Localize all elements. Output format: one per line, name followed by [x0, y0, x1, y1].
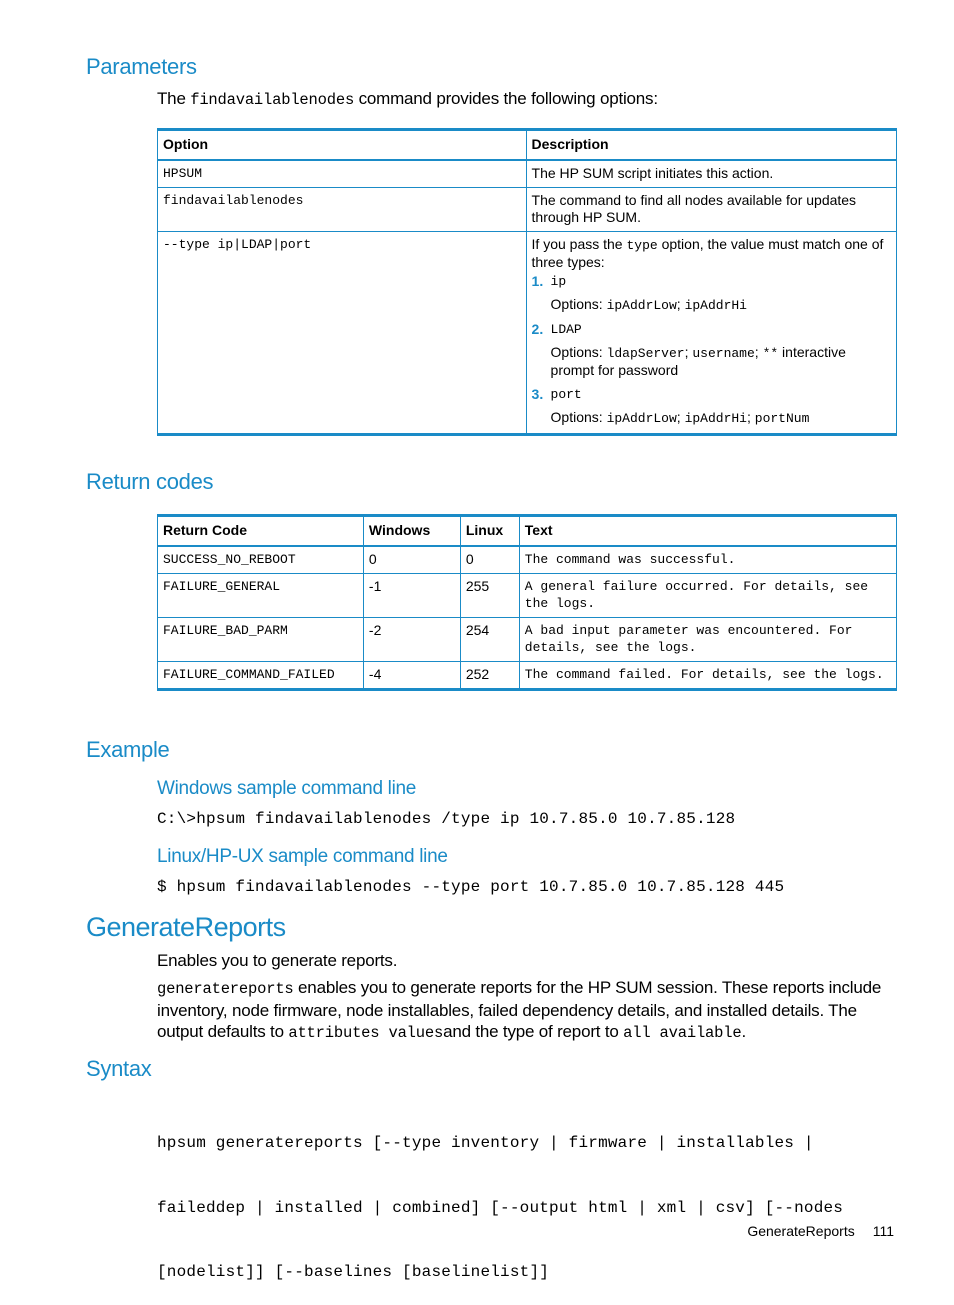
column-header: Text — [519, 516, 896, 547]
windows-cell: -4 — [363, 662, 460, 690]
list-item — [532, 273, 891, 314]
type-list — [532, 273, 891, 427]
linux-cell: 252 — [460, 662, 519, 690]
list-item — [532, 321, 891, 379]
return-codes-table — [157, 514, 897, 691]
list-number: 2. — [531, 321, 544, 337]
list-item — [532, 386, 891, 427]
type-options: Options: ipAddrLow; ipAddrHi; portNum — [550, 409, 810, 426]
parameters-intro: The findavailablenodes command provides the following options: — [157, 89, 658, 109]
generate-reports-description: generatereports enables you to generate reports for the HP SUM session. These reports include inventory, node firmware, node installables, failed dependency details, and installed details. The output defaults to attributes valuesand the type of report to all available. — [157, 978, 882, 1042]
page-number: 111 — [872, 1223, 894, 1239]
windows-cell: -2 — [363, 618, 460, 662]
generate-reports-summary: Enables you to generate reports. — [157, 951, 398, 970]
table-row — [158, 574, 897, 618]
parameters-heading: Parameters — [86, 54, 197, 79]
linux-command: $ hpsum findavailablenodes --type port 10.7.85.0 10.7.85.128 445 — [157, 878, 785, 896]
windows-sample-heading: Windows sample command line — [157, 778, 417, 799]
type-options: Options: ipAddrLow; ipAddrHi — [550, 296, 747, 313]
column-header: Description — [526, 130, 896, 161]
return-code-cell: SUCCESS_NO_REBOOT — [158, 546, 364, 574]
type-name: LDAP — [550, 322, 582, 337]
example-heading: Example — [86, 737, 170, 762]
description-cell: The command to find all nodes available for updates through HP SUM. — [526, 188, 896, 232]
table-header-row — [158, 516, 897, 547]
footer-section-title: GenerateReports — [747, 1223, 855, 1239]
description-cell: The HP SUM script initiates this action. — [526, 160, 896, 188]
syntax-block — [157, 1090, 843, 1305]
syntax-heading: Syntax — [86, 1056, 152, 1081]
page-footer — [729, 1223, 894, 1239]
syntax-line: faileddep | installed | combined] [--output html | xml | csv] [--nodes — [157, 1198, 844, 1217]
option-cell: findavailablenodes — [158, 188, 527, 232]
table-row — [158, 232, 897, 435]
linux-cell: 0 — [460, 546, 519, 574]
table-row — [158, 618, 897, 662]
text-cell: The command failed. For details, see the logs. — [519, 662, 896, 690]
list-number: 1. — [531, 273, 544, 289]
type-name: port — [550, 387, 582, 402]
type-options: Options: ldapServer; username; ** interactive prompt for password — [550, 344, 846, 378]
syntax-line: hpsum generatereports [--type inventory | firmware | installables | — [157, 1134, 814, 1152]
type-name: ip — [550, 274, 567, 289]
return-code-cell: FAILURE_BAD_PARM — [158, 618, 364, 662]
column-header: Option — [158, 130, 527, 161]
table-row — [158, 188, 897, 232]
linux-cell: 255 — [460, 574, 519, 618]
return-code-cell: FAILURE_COMMAND_FAILED — [158, 662, 364, 690]
description-cell: If you pass the type option, the value must match one of three types: 1. ip Options: ipAddrLow; ipAddrHi 2. LDAP Options: ldapServer; username; ** interactive prompt for password 3. port Options: ipAddrLow; ipAddrHi; portNum — [526, 232, 896, 435]
return-codes-heading: Return codes — [86, 469, 214, 494]
return-code-cell: FAILURE_GENERAL — [158, 574, 364, 618]
table-header-row — [158, 130, 897, 161]
column-header: Linux — [460, 516, 519, 547]
windows-command: C:\>hpsum findavailablenodes /type ip 10.7.85.0 10.7.85.128 — [157, 810, 736, 828]
option-cell: HPSUM — [158, 160, 527, 188]
table-row — [158, 662, 897, 690]
windows-cell: -1 — [363, 574, 460, 618]
list-number: 3. — [531, 386, 544, 402]
linux-sample-heading: Linux/HP-UX sample command line — [157, 846, 448, 867]
table-row — [158, 546, 897, 574]
text-cell: A general failure occurred. For details, see the logs. — [519, 574, 896, 618]
linux-cell: 254 — [460, 618, 519, 662]
windows-cell: 0 — [363, 546, 460, 574]
options-table — [157, 128, 897, 436]
option-cell: --type ip|LDAP|port — [158, 232, 527, 435]
text-cell: The command was successful. — [519, 546, 896, 574]
table-row — [158, 160, 897, 188]
generate-reports-heading: GenerateReports — [86, 912, 286, 942]
text-cell: A bad input parameter was encountered. For details, see the logs. — [519, 618, 896, 662]
column-header: Return Code — [158, 516, 364, 547]
syntax-line: [nodelist]] [--baselines [baselinelist]] — [157, 1263, 550, 1281]
column-header: Windows — [363, 516, 460, 547]
